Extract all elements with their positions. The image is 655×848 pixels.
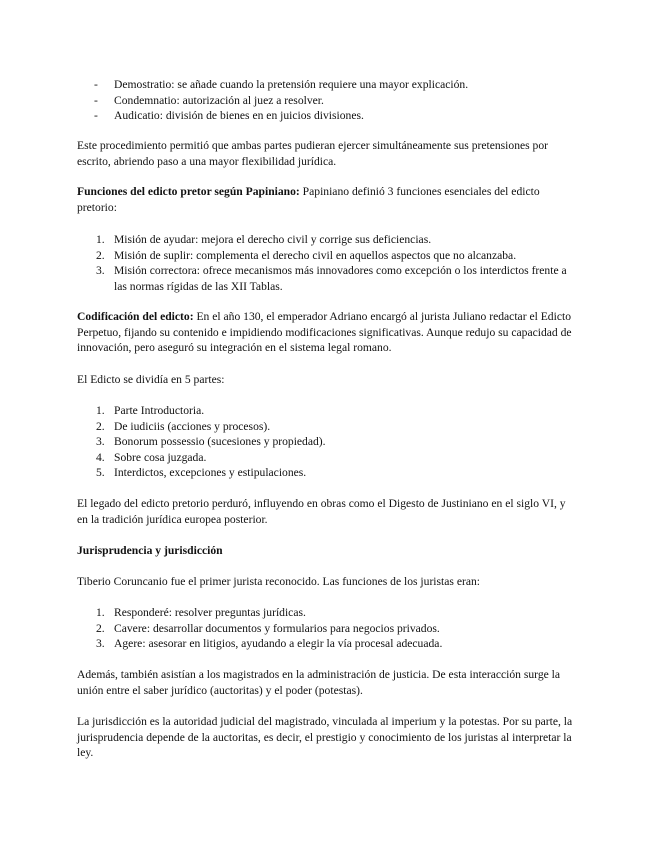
list-item <box>96 403 582 419</box>
paragraph-codificacion <box>77 309 577 356</box>
list-item-text: Responderé: resolver preguntas jurídicas. <box>114 606 306 619</box>
section-heading: Jurisprudencia y jurisdicción <box>77 544 223 557</box>
list-item <box>96 465 582 481</box>
list-item-text: Misión de ayudar: mejora el derecho civil y corrige sus deficiencias. <box>114 233 432 246</box>
list-item <box>96 636 582 652</box>
list-item <box>96 605 582 621</box>
list-item <box>94 108 582 124</box>
list-number: 4. <box>96 451 105 464</box>
list-item-text: Misión correctora: ofrece mecanismos más innovadores como excepción o los interdictos frente a las normas rígidas de las XII Tablas. <box>114 264 567 293</box>
list-item-text: Bonorum possessio (sucesiones y propiedad). <box>114 435 326 448</box>
list-number: 5. <box>96 466 105 479</box>
list-item-text: Cavere: desarrollar documentos y formularios para negocios privados. <box>114 622 440 635</box>
list-number: 2. <box>96 622 105 635</box>
list-number: 3. <box>96 264 105 277</box>
list-item <box>96 434 582 450</box>
list-item <box>96 232 582 248</box>
list-number: 1. <box>96 233 105 246</box>
list-item-text: Sobre cosa juzgada. <box>114 451 207 464</box>
list-item-text: Audicatio: división de bienes en en juicios divisiones. <box>114 109 364 122</box>
list-item <box>94 93 582 109</box>
list-marker: - <box>94 94 98 107</box>
section-heading: Funciones del edicto pretor según Papiniano: <box>77 185 300 198</box>
paragraph-text: En el año 130, el emperador Adriano encargó al jurista Juliano redactar el Edicto Perpetuo, fijando su contenido e impidiendo modificaciones significativas. Aunque redujo su capacidad de innovación, pero aseguró su integración en el sistema legal romano. <box>77 310 572 355</box>
list-item-text: Parte Introductoria. <box>114 404 205 417</box>
section-heading: Codificación del edicto: <box>77 310 194 323</box>
paragraph: Este procedimiento permitió que ambas partes pudieran ejercer simultáneamente sus pretensiones por escrito, abriendo paso a una mayor flexibilidad jurídica. <box>77 139 548 168</box>
list-number: 1. <box>96 606 105 619</box>
list-item <box>96 621 582 637</box>
list-item <box>96 419 582 435</box>
paragraph: El Edicto se dividía en 5 partes: <box>77 373 225 386</box>
list-item-text: De iudiciis (acciones y procesos). <box>114 420 271 433</box>
list-item-text: Interdictos, excepciones y estipulaciones. <box>114 466 307 479</box>
paragraph: Además, también asistían a los magistrados en la administración de justicia. De esta interacción surge la unión entre el saber jurídico (auctoritas) y el poder (potestas). <box>77 668 561 697</box>
list-item <box>96 263 582 294</box>
list-item <box>96 248 582 264</box>
list-item-text: Agere: asesorar en litigios, ayudando a elegir la vía procesal adecuada. <box>114 637 443 650</box>
list-number: 3. <box>96 435 105 448</box>
list-item <box>94 77 582 93</box>
list-marker: - <box>94 78 98 91</box>
paragraph: Tiberio Coruncanio fue el primer jurista reconocido. Las funciones de los juristas eran: <box>77 575 480 588</box>
list-item-text: Misión de suplir: complementa el derecho civil en aquellos aspectos que no alcanzaba. <box>114 249 517 262</box>
list-number: 3. <box>96 637 105 650</box>
paragraph: La jurisdicción es la autoridad judicial del magistrado, vinculada al imperium y la potestas. Por su parte, la jurisprudencia depende de la auctoritas, es decir, el prestigio y conocimiento de los juristas al interpretar la ley. <box>77 715 573 760</box>
list-number: 2. <box>96 420 105 433</box>
list-item-text: Condemnatio: autorización al juez a resolver. <box>114 94 324 107</box>
list-marker: - <box>94 109 98 122</box>
list-number: 2. <box>96 249 105 262</box>
paragraph-papiniano <box>77 184 577 215</box>
list-number: 1. <box>96 404 105 417</box>
paragraph-text: Papiniano definió 3 funciones esenciales del edicto pretorio: <box>77 185 540 214</box>
list-item-text: Demostratio: se añade cuando la pretensión requiere una mayor explicación. <box>114 78 469 91</box>
list-item <box>96 450 582 466</box>
paragraph: El legado del edicto pretorio perduró, influyendo en obras como el Digesto de Justiniano en el siglo VI, y en la tradición jurídica europea posterior. <box>77 497 566 526</box>
